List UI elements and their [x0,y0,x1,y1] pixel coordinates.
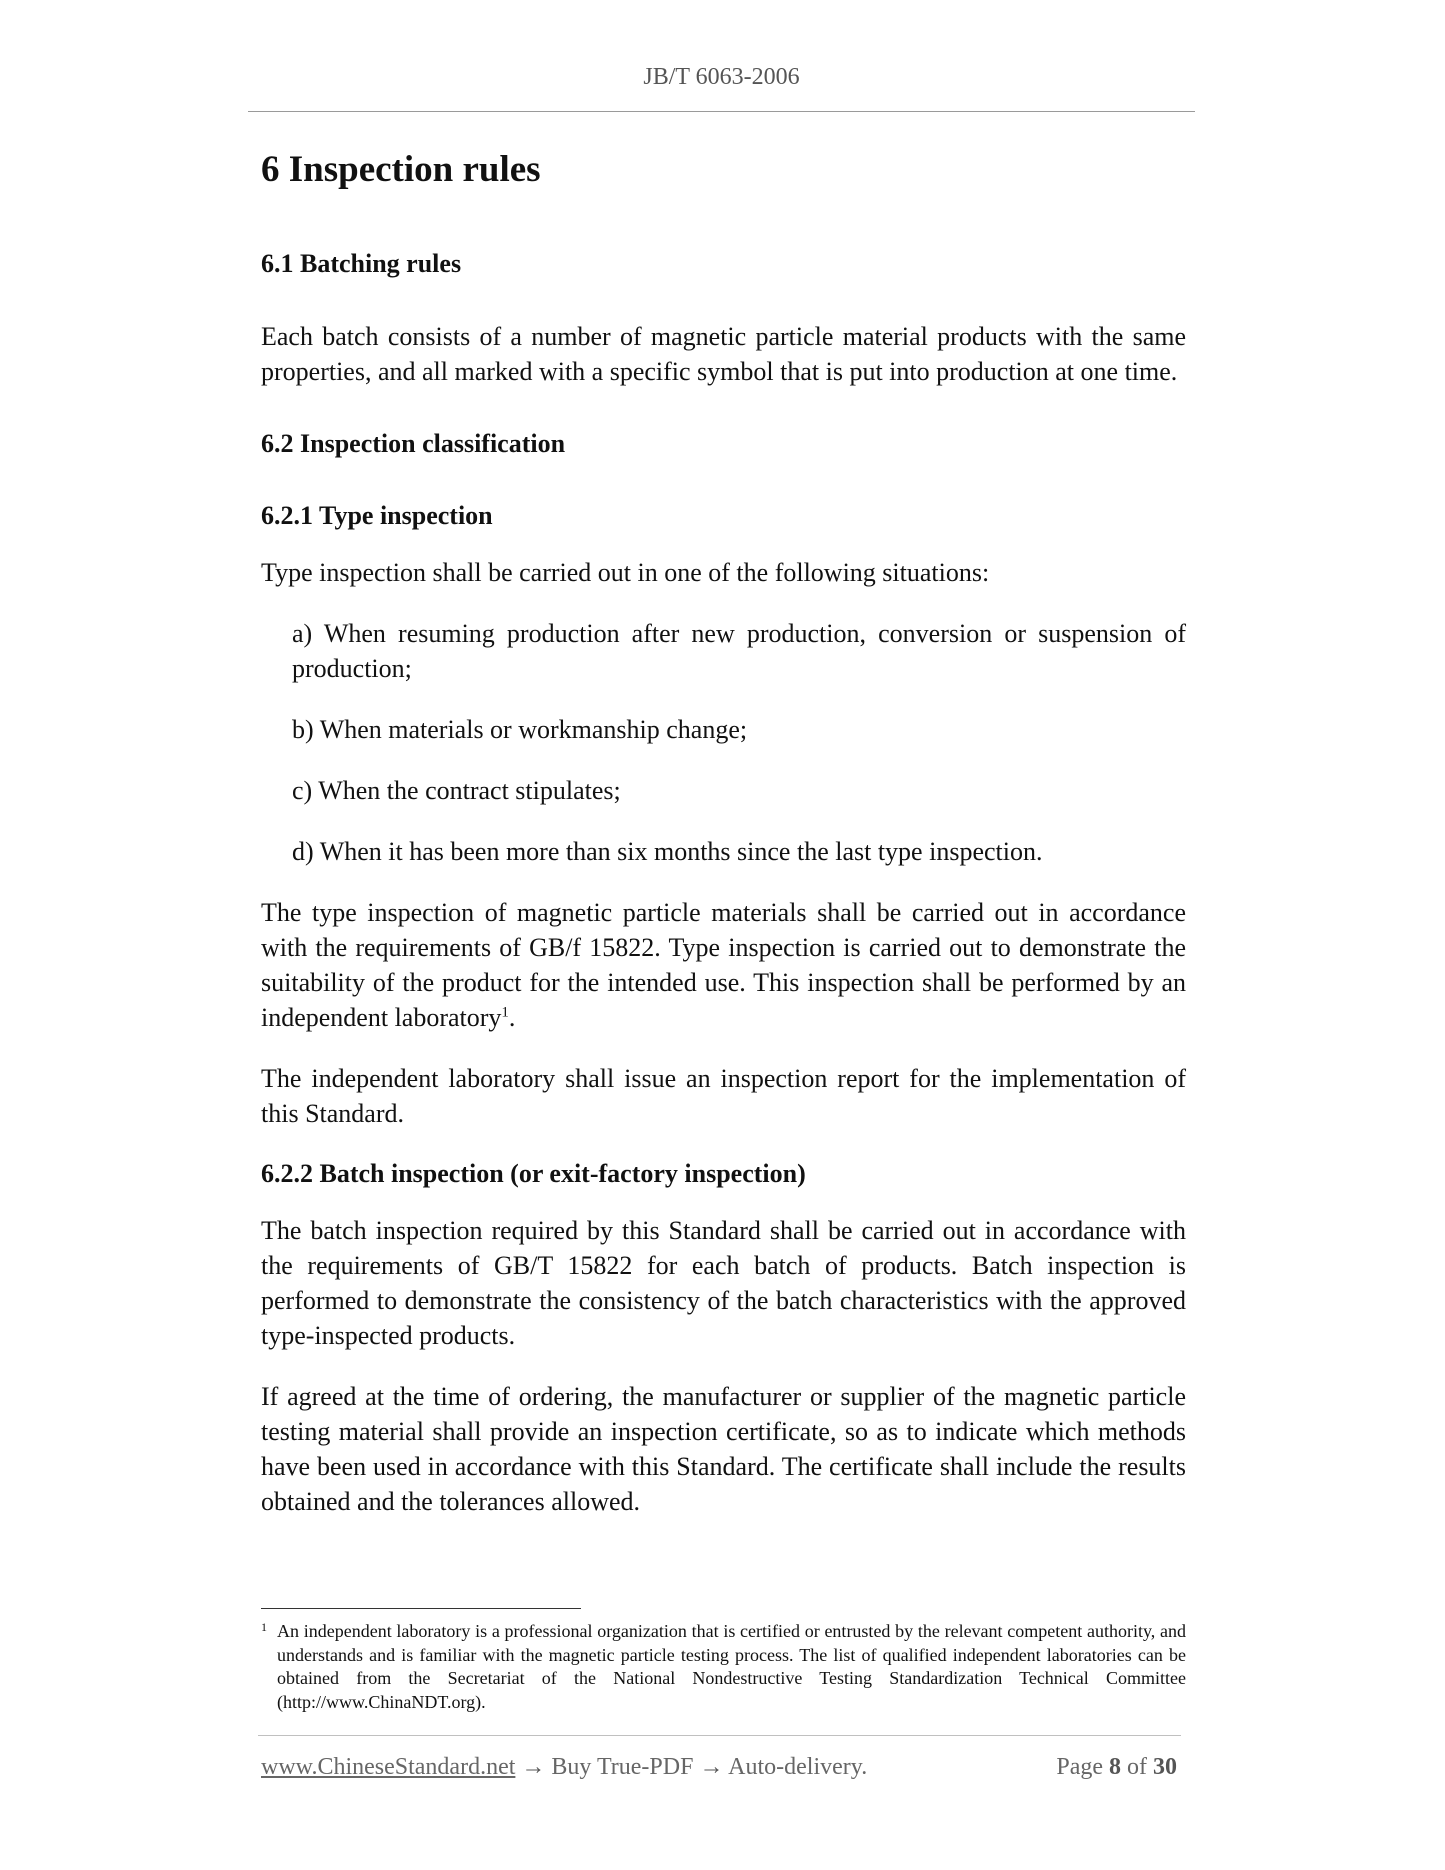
footnote-text: An independent laboratory is a professional organization that is certified or entrusted by the relevant competent authority, and understands and is familiar with the magnetic particle testing process. The list of qualified independent laboratories can be obtained from the Secretariat of the National Nondestructive Testing Standardization Technical Committee (http://www.ChinaNDT.org). [277,1621,1186,1712]
header-divider [248,111,1195,112]
heading-6-2: 6.2 Inspection classification [261,429,566,459]
current-page: 8 [1109,1754,1121,1780]
section-title: 6 Inspection rules [261,149,541,190]
page-body [261,148,1186,1545]
list-item: b) When materials or workmanship change; [292,714,748,744]
list-item: a) When resuming production after new production, conversion or suspension of production; [292,618,1186,683]
heading-6-2-1: 6.2.1 Type inspection [261,500,493,530]
buy-pdf-text: Buy True-PDF [551,1754,694,1780]
page-header: JB/T 6063-2006 [643,64,800,90]
footnote [261,1620,1186,1714]
type-inspection-text: The type inspection of magnetic particle materials shall be carried out in accordance with the requirements of GB/f 15822. Type inspection is carried out to demonstrate the suitability of the product for the intended use. This inspection shall be performed by an independent laboratory [261,897,1186,1032]
page-label: Page [1056,1754,1103,1780]
list-item: d) When it has been more than six months since the last type inspection. [292,836,1043,866]
total-pages: 30 [1153,1754,1177,1780]
heading-6-2-2: 6.2.2 Batch inspection (or exit-factory inspection) [261,1158,806,1188]
footer-promo [261,1754,867,1781]
footnote-mark: 1 [261,1620,267,1634]
type-inspection-paragraph [261,895,1186,1035]
footnote-reference[interactable]: 1 [501,1004,509,1021]
list-item: c) When the contract stipulates; [292,775,621,805]
page-number [1056,1754,1177,1781]
heading-6-1: 6.1 Batching rules [261,249,462,279]
arrow-right-icon: → [699,1754,724,1780]
batch-inspection-paragraph: The batch inspection required by this Standard shall be carried out in accordance with the requirements of GB/T 15822 for each batch of products. Batch inspection is performed to demonstrate the consistency of the batch characteristics with the approved type-inspected products. [261,1215,1186,1350]
of-label: of [1127,1754,1147,1780]
certificate-paragraph: If agreed at the time of ordering, the manufacturer or supplier of the magnetic particle testing material shall provide an inspection certificate, so as to indicate which methods have been used in accordance with this Standard. The certificate shall include the results obtained and the tolerances allowed. [261,1381,1186,1516]
auto-delivery-text: Auto-delivery. [728,1754,868,1780]
type-inspection-intro: Type inspection shall be carried out in one of the following situations: [261,557,990,587]
footer-divider [258,1735,1181,1736]
footnote-divider [261,1608,581,1609]
website-link[interactable]: www.ChineseStandard.net [261,1754,516,1780]
independent-lab-paragraph: The independent laboratory shall issue an inspection report for the implementation of this Standard. [261,1063,1186,1128]
sentence-end: . [508,1002,516,1032]
batching-rules-text: Each batch consists of a number of magnetic particle material products with the same properties, and all marked with a specific symbol that is put into production at one time. [261,322,1186,387]
arrow-right-icon: → [521,1754,546,1780]
